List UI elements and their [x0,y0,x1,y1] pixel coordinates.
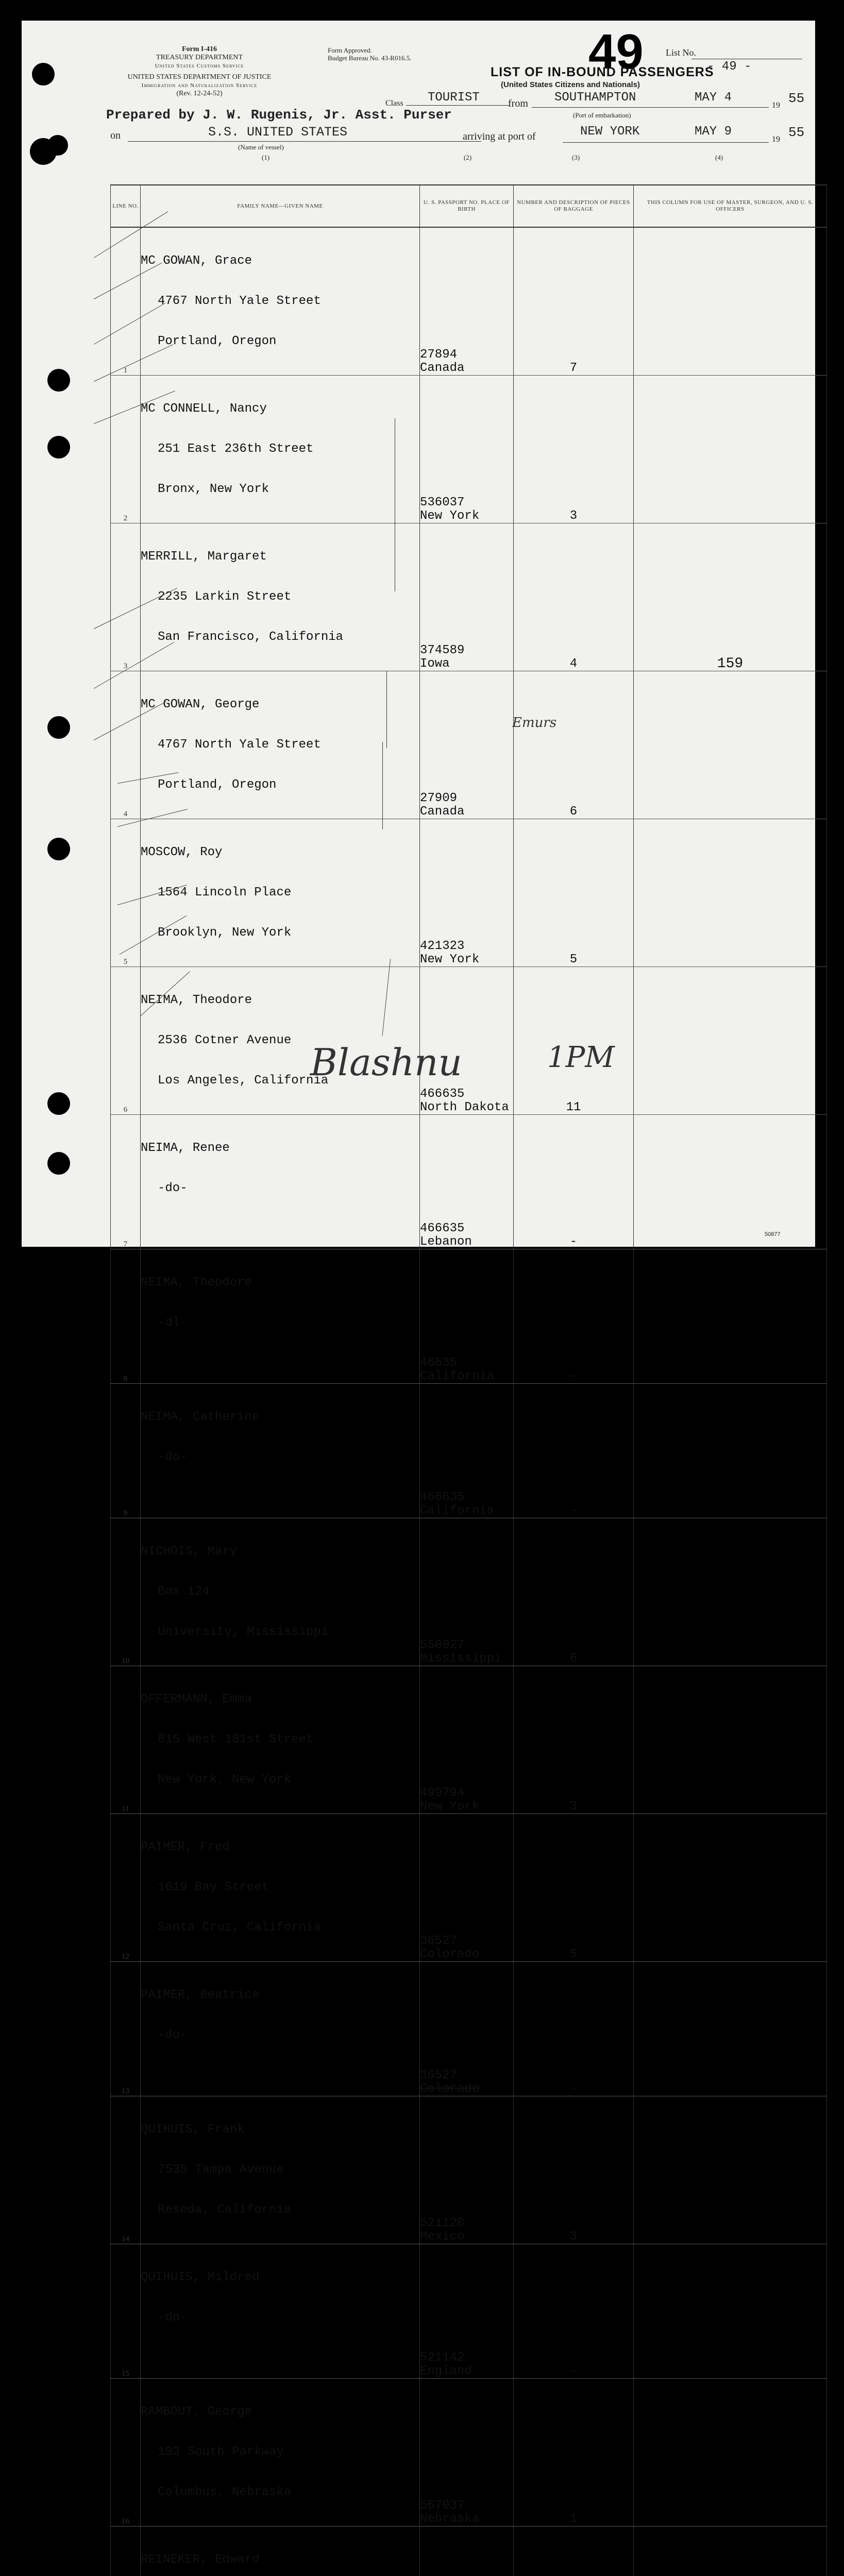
address-line-1: Box 124 [141,1585,419,1599]
passport-birth [420,227,514,376]
column-number: (2) [464,154,471,162]
passenger-name-address [141,2096,420,2244]
passenger-name: QUIHUIS, Frank [141,2123,419,2137]
arriving-label: arriving at port of [463,131,536,143]
address-line-1: 2235 Larkin Street [141,590,419,604]
officer-notes: 159 [634,523,827,671]
officer-notes [634,1384,827,1518]
form-title: LIST OF IN-BOUND PASSENGERS [491,65,714,80]
passenger-name-address [141,227,420,376]
address-line-2: Santa Cruz, California [141,1921,419,1935]
address-line-1: -do- [141,1451,419,1464]
table-row [111,819,827,967]
officer-initials: 1PM [547,1041,615,1074]
passenger-name: MC GOWAN, Grace [141,255,419,268]
address-line-1: 7535 Tampa Avenue [141,2163,419,2177]
from-label: from [508,98,528,110]
passenger-name: NEIMA, Catherine [141,1411,419,1424]
form-approval [328,46,411,62]
passport-birth [420,2527,514,2576]
passport-birth [420,671,514,819]
line-number: 1 [111,227,141,376]
line-number: 4 [111,671,141,819]
class-value: TOURIST [428,91,480,105]
baggage-count: 5 [514,819,634,967]
manifest-page [22,21,815,1247]
officer-notes [634,2096,827,2244]
passport-number: 27894 [420,348,513,362]
line-number: 11 [111,1666,141,1814]
line-number: 12 [111,1814,141,1962]
officer-notes [634,2527,827,2576]
place-of-birth: Canada [420,362,513,375]
passenger-name: MERRILL, Margaret [141,550,419,564]
passport-number: 466635 [420,1491,513,1504]
table-row [111,967,827,1115]
passenger-name-address [141,1518,420,1666]
passenger-name-address [141,1814,420,1962]
line-number: 16 [111,2379,141,2527]
passport-birth [420,1384,514,1518]
place-of-birth: New York [420,953,513,967]
column-header-name: FAMILY NAME—GIVEN NAME [141,185,420,227]
baggage-count: - [514,1249,634,1384]
binder-hole [47,716,70,739]
officer-notes [634,1249,827,1384]
passport-number: 521128 [420,2217,513,2230]
form-subtitle: (United States Citizens and Nationals) [501,80,640,89]
binder-hole [47,436,70,459]
passenger-name: MC GOWAN, George [141,698,419,711]
place-of-birth: Lebanon [420,1235,513,1249]
line-number: 13 [111,1962,141,2096]
passenger-name: REINEKER, Edward [141,2553,419,2567]
place-of-birth: Colorado [420,2082,513,2096]
line-number: 6 [111,967,141,1115]
table-row [111,1249,827,1384]
officer-notes [634,967,827,1115]
baggage-count: - [514,1384,634,1518]
place-of-birth: Mexico [420,2230,513,2244]
address-line-2: New York, New York [141,1773,419,1787]
table-row [111,1518,827,1666]
line-number: 15 [111,2244,141,2379]
address-line-1: -do- [141,1182,419,1195]
passport-birth [420,1814,514,1962]
class-label: Class [385,99,403,108]
passenger-name: RAMBOUT, George [141,2405,419,2419]
passenger-name-address [141,1384,420,1518]
passenger-name-address [141,2527,420,2576]
vessel-caption: (Name of vessel) [238,143,284,151]
column-number: (4) [715,154,723,162]
officer-signature: Blashnu [310,1041,462,1084]
baggage-count: 4 [514,523,634,671]
passport-birth [420,1115,514,1249]
binder-hole [47,1152,70,1175]
passport-number: 466635 [420,1088,513,1101]
officer-notes [634,1962,827,2096]
on-label: on [110,130,121,142]
table-row [111,1814,827,1962]
dept-treasury-sub: United States Customs Service [99,62,300,70]
line-number: 3 [111,523,141,671]
address-line-1: 4767 North Yale Street [141,295,419,308]
address-line-2: Bronx, New York [141,483,419,496]
passenger-name-address [141,523,420,671]
passport-number: 374589 [420,644,513,657]
column-header-passport: U. S. PASSPORT NO. PLACE OF BIRTH [420,185,514,227]
table-row [111,2244,827,2379]
table-row [111,671,827,819]
officer-notes [634,2379,827,2527]
passenger-name: NEIMA, Theodore [141,994,419,1007]
table-row [111,1115,827,1249]
place-of-birth: Mississippi [420,1652,513,1666]
from-line [532,107,686,108]
address-line-1: 1564 Lincoln Place [141,886,419,900]
table-row [111,2527,827,2576]
address-line-2: Los Angeles, California [141,1074,419,1088]
passport-number: 421323 [420,940,513,953]
address-line-1: 251 East 236th Street [141,443,419,456]
passenger-name-address [141,1249,420,1384]
column-header-line: LINE NO. [111,185,141,227]
line-number: 8 [111,1249,141,1384]
passenger-name-address [141,1666,420,1814]
passport-number: 36527 [420,1935,513,1948]
place-of-birth: Nebraska [420,2513,513,2526]
passenger-name-address [141,2379,420,2527]
baggage-count: 1 [514,2379,634,2527]
passport-birth [420,819,514,967]
arrive-year-prefix: 19 [772,135,780,144]
passenger-name: QUIHUIS, Mildred [141,2271,419,2284]
column-header-baggage: NUMBER AND DESCRIPTION OF PIECES OF BAGGAGE [514,185,634,227]
line-number: 7 [111,1115,141,1249]
embark-caption: (Port of embarkation) [573,111,631,120]
table-row [111,2096,827,2244]
list-no-label: List No. [666,47,696,58]
binder-hole [32,63,55,86]
address-line-1: -do- [141,2311,419,2325]
form-revision: (Rev. 12-24-52) [99,90,300,98]
line-number: 5 [111,819,141,967]
passenger-name-address [141,376,420,523]
depart-date: MAY 4 [695,91,732,105]
table-row [111,1666,827,1814]
table-row [111,227,827,376]
line-number: 2 [111,376,141,523]
passport-number: 499794 [420,1787,513,1800]
place-of-birth: California [420,1504,513,1518]
officer-notes [634,376,827,523]
passport-number: 466635 [420,1222,513,1235]
vessel-name: S.S. UNITED STATES [208,125,347,140]
column-header-officers: THIS COLUMN FOR USE OF MASTER, SURGEON, AND U. S. OFFICERS [634,185,827,227]
passenger-name-address [141,2244,420,2379]
baggage-count: 11 [514,967,634,1115]
place-of-birth: England [420,2365,513,2378]
address-line-2: Reseda, California [141,2204,419,2217]
depart-year-prefix: 19 [772,101,780,110]
binder-hole [47,135,68,156]
passenger-name-address [141,671,420,819]
place-of-birth: New York [420,510,513,523]
place-of-birth: Colorado [420,1948,513,1961]
passport-birth [420,2244,514,2379]
place-of-birth: Iowa [420,657,513,671]
officer-notes [634,1115,827,1249]
from-value: SOUTHAMPTON [554,91,636,105]
address-line-1: -dl- [141,1316,419,1330]
table-row [111,1384,827,1518]
passport-number: 36527 [420,2069,513,2082]
row13-handwritten-note: Emurs [512,715,556,731]
passenger-name: MOSCOW, Roy [141,846,419,859]
passport-birth [420,1962,514,2096]
address-line-1: 2536 Cotner Avenue [141,1034,419,1047]
prepared-by: Prepared by J. W. Rugenis, Jr. Asst. Purser [106,107,452,123]
list-stamp-number: 49 [588,24,644,80]
passenger-name-address [141,819,420,967]
table-header [111,185,827,227]
baggage-count: 3 [514,376,634,523]
address-line-1: 103 South Parkway [141,2446,419,2459]
baggage-count [514,2527,634,2576]
footer-code: 50877 [765,1231,781,1238]
table-row [111,2379,827,2527]
passport-number: 27909 [420,792,513,805]
baggage-count: 6 [514,671,634,819]
binder-hole [47,369,70,392]
address-line-2: University, Mississippi [141,1625,419,1639]
passenger-name: NEIMA, Theodore [141,1276,419,1290]
arrival-line [563,142,769,143]
depart-date-line [686,107,769,108]
arrive-date: MAY 9 [695,125,732,139]
passport-birth [420,2379,514,2527]
place-of-birth: Canada [420,805,513,819]
officer-notes [634,671,827,819]
passport-birth [420,1518,514,1666]
family-bracket [386,671,387,748]
baggage-count: 3 [514,2096,634,2244]
passport-birth [420,523,514,671]
line-number: 9 [111,1384,141,1518]
arrival-port: NEW YORK [580,125,639,139]
table-row [111,1962,827,2096]
passenger-name: MC CONNELL, Nancy [141,402,419,416]
officer-notes [634,819,827,967]
address-line-2: San Francisco, California [141,631,419,644]
dept-justice-sub: Immigration and Naturalization Service [99,81,300,90]
budget-line: Budget Bureau No. 43-R016.5. [328,54,411,62]
passenger-name-address [141,1962,420,2096]
passenger-table [110,184,827,2576]
address-line-2: Portland, Oregon [141,778,419,792]
baggage-count: 6 [514,1518,634,1666]
address-line-1: 4767 North Yale Street [141,738,419,752]
address-line-1: 1619 Bay Street [141,1881,419,1894]
vessel-line [128,141,481,142]
officer-notes [634,1814,827,1962]
passenger-name: OFFERMANN, Emma [141,1693,419,1706]
baggage-count: 7 [514,227,634,376]
passport-number: 521142 [420,2351,513,2365]
passport-birth [420,1249,514,1384]
place-of-birth: California [420,1370,513,1383]
address-line-2: Columbus, Nebraska [141,2486,419,2499]
arrive-year: 55 [788,125,804,140]
dept-treasury: TREASURY DEPARTMENT [99,54,300,62]
binder-hole [47,838,70,860]
list-no-value: - 49 - [707,60,751,74]
family-bracket [382,742,383,829]
officer-notes [634,1666,827,1814]
line-number [111,2527,141,2576]
passenger-name: PAIMER, Fred [141,1841,419,1854]
line-number: 10 [111,1518,141,1666]
passenger-name-address [141,1115,420,1249]
officer-notes [634,1518,827,1666]
passport-number: 536037 [420,496,513,510]
passport-birth [420,2096,514,2244]
baggage-count: - [514,1962,634,2096]
passenger-name: PAIMER, Beatrice [141,1989,419,2002]
officer-notes [634,227,827,376]
column-number: (1) [262,154,269,162]
class-line [406,105,509,106]
passenger-name: NEIMA, Renee [141,1142,419,1155]
passport-number: 46635 [420,1357,513,1370]
table-row [111,376,827,523]
address-line-1: 815 West 181st Street [141,1733,419,1747]
form-agency-block [99,45,300,98]
passport-number: 567037 [420,2499,513,2513]
form-number: Form I-416 [99,45,300,54]
baggage-count: - [514,1115,634,1249]
baggage-count: - [514,2244,634,2379]
address-line-2: Portland, Oregon [141,335,419,348]
baggage-count: 5 [514,1814,634,1962]
column-number: (3) [572,154,580,162]
address-line-2: Brooklyn, New York [141,926,419,940]
place-of-birth: New York [420,1800,513,1814]
passenger-name: NICHOIS, Mary [141,1545,419,1558]
table-row [111,523,827,671]
binder-hole [47,1092,70,1115]
baggage-count: 3 [514,1666,634,1814]
passport-birth [420,1666,514,1814]
depart-year: 55 [788,91,804,106]
place-of-birth: North Dakota [420,1101,513,1114]
line-number: 14 [111,2096,141,2244]
officer-notes [634,2244,827,2379]
passport-birth [420,376,514,523]
address-line-1: -do- [141,2029,419,2042]
dept-justice: UNITED STATES DEPARTMENT OF JUSTICE [99,73,300,81]
passport-number: 550927 [420,1639,513,1652]
approval-line: Form Approved. [328,46,411,54]
